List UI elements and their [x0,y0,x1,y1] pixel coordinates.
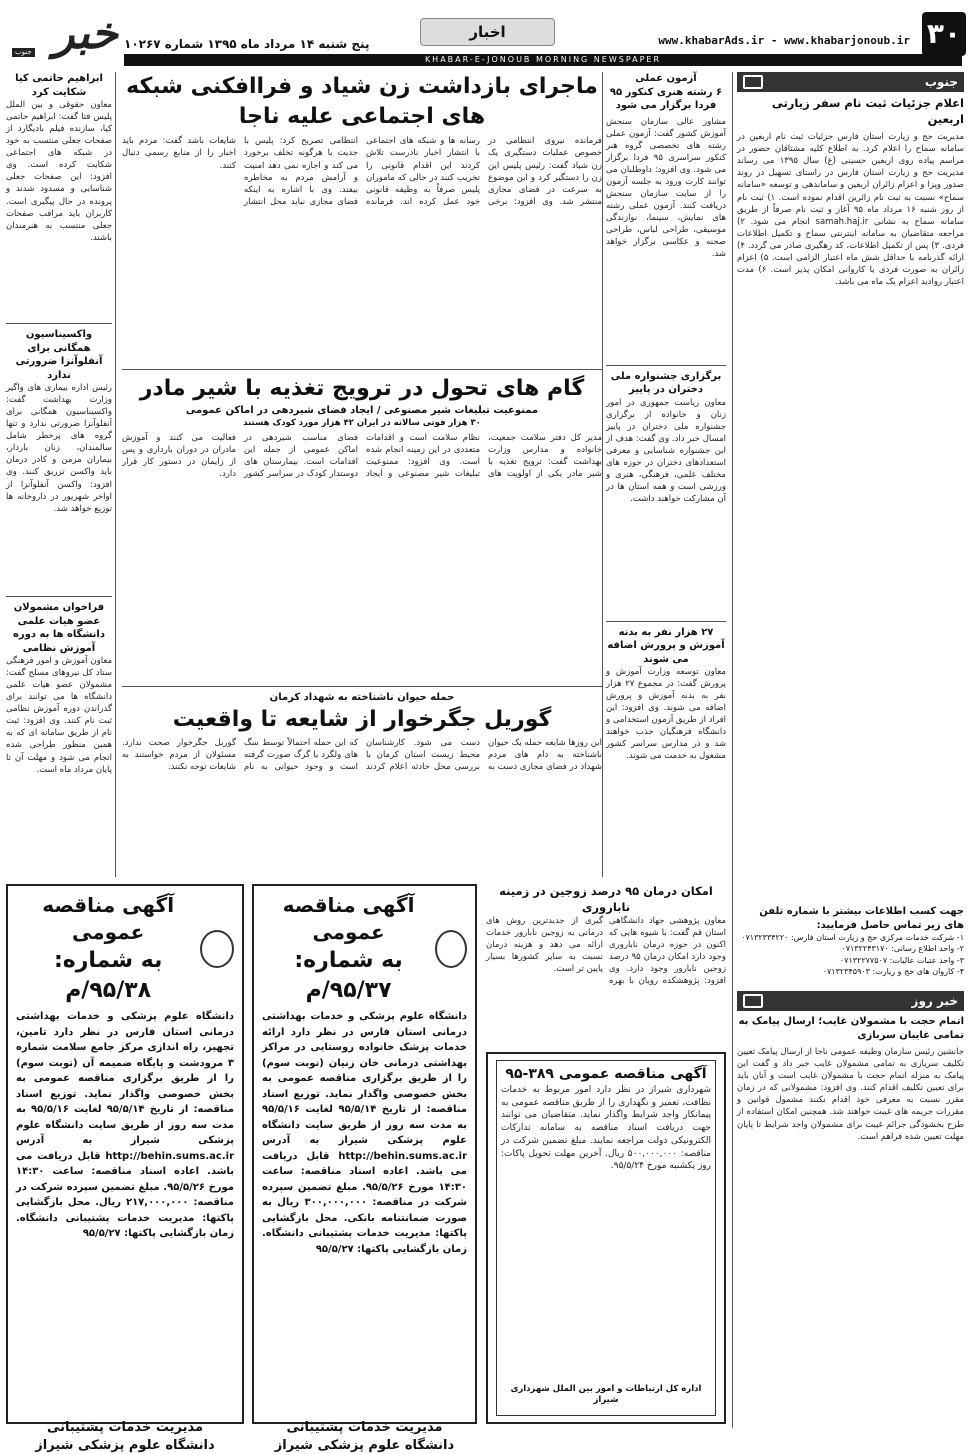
ad-footer-1: مدیریت خدمات پشتیبانی [46,1420,204,1436]
right-column [732,72,964,1428]
phone-line: ۴- کاروان های حج و زیارت: ۰۷۱۳۲۳۴۵۹۰۳ [822,966,964,976]
dateline: پنج شنبه ۱۴ مرداد ماه ۱۳۹۵ شماره ۱۰۲۶۷ [124,37,370,51]
hatamikia-headline: ابراهیم حاتمی کیا شکایت کرد [15,73,103,98]
section-label: اخبار [420,18,555,46]
phone-line: ۲- واحد اطلاع رسانی: ۰۷۱۳۲۲۴۳۱۷۰ [841,944,964,954]
news-column-2 [602,72,726,877]
exam-body: مشاور عالی سازمان سنجش آموزش کشور گفت: آزمون عملی رشته های تخصصی گروه هنر کنکور سراسری ۹۵ فردا برگزار می شود. وی افزود: داوطلبان می توانند کارت ورود به جلسه آزمون را از سایت سازمان سنجش دریافت کنند. آزمون عملی رشته های نمایش، سینما، نوازندگی موسیقی، طراحی لباس، طراحی صحنه و عکاسی برگزار خواهد شد. [606,116,726,260]
gorilla-kicker: حمله حیوان ناشناخته به شهداد کرمان [269,692,455,704]
exam-kicker: آزمون عملی [635,73,697,84]
university-seal-icon [435,930,467,968]
conscription-headline: اتمام حجت با مشمولان غایب؛ ارسال پیامک به تمامی غایبان سربازی [738,1016,964,1041]
ad-number: به شماره: ۹۵/۳۷/م [294,948,403,1003]
newspaper-icon [743,75,763,89]
arbaeen-headline: اعلام جزئیات ثبت نام سفر زیارتی اربعین [771,96,964,126]
left-column [6,72,116,877]
ad-footer-2: دانشگاه علوم پزشکی شیراز [35,1437,215,1453]
festival-headline: برگزاری جشنواره ملی دختران در پاییز [610,370,722,395]
ad-number: به شماره: ۹۵/۳۸/م [53,948,163,1003]
website-urls: www.khabarAds.ir - www.khabarjonoub.ir [658,34,910,47]
ad-body: دانشگاه علوم پزشکی و خدمات بهداشتی درمانی استان فارس در نظر دارد ارائه خدمات پزشک خانواده روستایی در مراکز بهداشتی درمانی خان زنیان (نوبت سوم) را از طریق برگزاری مناقصه عمومی به بخش خصوصی واگذار نماید. توزیع اسناد مناقصه: از تاریخ ۹۵/۵/۱۴ لغایت ۹۵/۵/۱۶ به مدت سه روز از طریق سایت دانشگاه علوم پزشکی شیراز به آدرس http://behin.sums.ac.ir قابل دریافت می باشد. اعاده اسناد مناقصه: ساعت ۱۴:۳۰ مورخ ۹۵/۵/۲۶. مبلغ تضمین سپرده شرکت در مناقصه: ۳۰۰,۰۰۰,۰۰۰ ریال به صورت ضمانتنامه بانکی. محل بازگشایی پاکتها: مدیریت خدمات پشتیبانی دانشگاه. زمان بازگشایی پاکتها: ۹۵/۵/۲۷ [262,1011,467,1255]
box-label: خبر روز [911,993,958,1008]
breastfeeding-kicker: ۳۰ هزار فوتی سالانه در ایران ۴۲ هزار مورد کودک هستند [243,417,481,428]
tender-ad-9538 [6,884,244,1453]
festival-body: معاون ریاست جمهوری در امور زنان و خانواده از برگزاری جشنواره ملی دختران در پاییز امسال خبر داد. وی گفت: هدف از این جشنواره شناسایی و معرفی استعدادهای دختران در حوزه های مختلف علمی، فرهنگی، هنری و ورزشی است و همه استان ها در آن مشارکت خواهند داشت. [606,397,726,504]
newspaper-icon [743,994,763,1008]
hatamikia-body: معاون حقوقی و بین الملل پلیس فتا گفت: ابراهیم حاتمی کیا، سازنده فیلم بادیگارد از صفحات جعلی منتسب به خود در شبکه های اجتماعی شکایت کرده است. وی افزود: این صفحات جعلی شناسایی و مسدود شدند و پرونده در حال پیگیری است. کاربران باید مراقب صفحات جعلی منتسب به هنرمندان باشند. [6,100,112,243]
military-body: معاون آموزش و امور فرهنگی ستاد کل نیروهای مسلح گفت: مشمولان عضو هیات علمی دانشگاه ها می توانند برای گذراندن دوره آموزش نظامی ثبت نام کنند. وی افزود: ثبت نام از طریق سامانه ای که به همین منظور طراحی شده انجام می شود و مهلت آن تا پایان مرداد ماه است. [6,656,112,775]
breastfeeding-subhead: ممنوعیت تبلیغات شیر مصنوعی / ایجاد فضای شیردهی در اماکن عمومی [185,405,539,417]
education-body: معاون توسعه وزارت آموزش و پرورش گفت: در مجموع ۲۷ هزار نفر به بدنه آموزش و پرورش اضافه می شوند. وی افزود: این افراد از طریق آزمون استخدامی و دانشگاه فرهنگیان جذب خواهند شد و در مدارس سراسر کشور مشغول به خدمت می شوند. [606,667,727,762]
ad-footer: اداره کل ارتباطات و امور بین الملل شهرداری شیراز [510,1383,702,1406]
tender-ad-9537 [252,884,477,1453]
main-headline: ماجرای بازداشت زن شیاد و فراافکنی شبکه های اجتماعی علیه ناجا [126,74,598,129]
flu-headline: واکسیناسیون همگانی برای آنفلوآنزا ضرورتی ندارد [15,329,103,381]
phone-line: ۱- شرکت خدمات مرکزی حج و زیارت استان فارس: ۰۷۱۳۲۳۳۴۲۲۰ [741,933,964,943]
logo-subtext: جنوب [12,48,35,57]
main-news-area [122,72,602,877]
university-seal-icon [200,930,234,968]
ad-title: آگهی مناقصه عمومی [42,893,175,944]
flu-body: رئیس اداره بیماری های واگیر وزارت بهداشت گفت: واکسیناسیون همگانی برای آنفلوآنزا ضرورتی ندارد و تنها گروه های پرخطر شامل سالمندان، زنان باردار، بیماران مزمن و کادر درمان باید واکسن تزریق کنند. وی افزود: واکسن آنفلوآنزا از اواخر شهریور در داروخانه ها توزیع خواهد شد. [6,383,112,514]
ad-footer-2: دانشگاه علوم پزشکی شیراز [274,1437,455,1453]
ad-footer-1: مدیریت خدمات پشتیبانی [286,1420,443,1436]
exam-headline: ۶ رشته هنری کنکور ۹۵ فردا برگزار می شود [609,86,723,111]
newspaper-logo [8,4,118,60]
page-number: ۳۰ [922,12,966,56]
fertility-body: معاون پژوهشی جهاد دانشگاهی استان قم گفت: با شیوه هایی که اکنون در حوزه درمان ناباروری وجود دارد امکان درمان ۹۵ درصد زوجین نابارور وجود دارد. وی افزود: پژوهشکده رویان با بهره گیری از جدیدترین روش های درمانی به زوجین نابارور خدمات ارائه می دهد و هزینه درمان نسبت به سایر کشورها بسیار پایین تر است. [486,916,726,987]
box-label: جنوب [924,75,958,89]
fertility-headline: امکان درمان ۹۵ درصد زوجین در زمینه ناباروری [499,884,713,914]
education-headline: ۲۷ هزار نفر به بدنه آموزش و پرورش اضافه می شوند [607,626,725,665]
ad-title: آگهی مناقصه عمومی ۳۸۹-۹۵ [505,1066,707,1082]
conscription-body: جانشین رئیس سازمان وظیفه عمومی ناجا از ارسال پیامک تعیین تکلیف سربازی به تمامی مشمولان غایب خبر داد و گفت این پیامک به منزله اتمام حجت با مشمولان غایب است و آنان باید برای تعیین تکلیف اقدام کنند. وی افزود: مشمولانی که در زمان مقرر نسبت به معرفی خود اقدام نکنند مشمول قوانین و مقررات جریمه های غیبت خواهند شد. همچنین امکان استفاده از طرح بخشودگی جرائم غیبت برای مشمولان واجد شرایط تا پایان مهلت تعیین شده فراهم است. [737,1047,964,1142]
arbaeen-body: مدیریت حج و زیارت استان فارس جزئیات ثبت نام اربعین در سامانه سماح را اعلام کرد. به اطلاع کلیه مشتاقان حضور در مراسم پیاده روی اربعین حسینی (ع) سال ۱۳۹۵ می رساند مدیریت حج و زیارت استان فارس در راستای تسهیل در روند صدور ویزا و اعزام زائران اربعین و ساماندهی و توسعه «سامانه سماح» نسبت به ثبت نام زائرین اقدام نموده است. ۱) ثبت نام از روز شنبه ۱۶ مرداد ماه ۹۵ آغاز و ثبت نام صرفاً از طریق سامانه سماح به نشانی samah.haj.ir انجام می شود. ۲) مراجعه متقاضیان به سامانه اینترنتی سماح و تکمیل اطلاعات فردی. ۳) پس از تکمیل اطلاعات، کد رهگیری صادر می گردد. ۴) ارائه گذرنامه با حداقل شش ماه اعتبار الزامی است. ۵) اعزام زائران به صورت فردی یا کاروانی امکان پذیر است. ۶) مدت اعتبار روادید اعزام یک ماه می باشد. [737,132,965,287]
english-banner: KHABAR-E-JONOUB MORNING NEWSPAPER [124,54,962,66]
gorilla-body: این روزها شایعه حمله یک حیوان ناشناخته به دام های مردم شهداد در فضای مجازی دست به دست می شود. کارشناسان محیط زیست استان کرمان با بررسی محل حادثه اعلام کردند که این حمله احتمالاً توسط سگ های ولگرد یا گرگ صورت گرفته است و وجود حیوانی به نام گوریل جگرخوار صحت ندارد. مسئولان از مردم خواستند به شایعات توجه نکنند. [122,738,602,773]
municipal-tender-ad [486,1052,726,1424]
logo-text: خبر [53,8,118,59]
phones-title: جهت کسب اطلاعات بیشتر با شماره تلفن های زیر تماس حاصل فرمایید: [759,906,964,931]
breastfeeding-headline: گام های تحول در ترویج تغذیه با شیر مادر [139,376,585,402]
ad-body: شهرداری شیراز در نظر دارد امور مربوط به خدمات نظافت، تعمیر و نگهداری را از طریق مناقصه عمومی به پیمانکار واجد شرایط واگذار نماید. متقاضیان می توانند جهت دریافت اسناد مناقصه به سامانه تدارکات الکترونیکی دولت مراجعه نمایند. مبلغ تضمین شرکت در مناقصه: ۵۰۰,۰۰۰,۰۰۰ ریال. آخرین مهلت تحویل پاکات: روز یکشنبه مورخ ۹۵/۵/۲۴. [501,1084,711,1172]
masthead [0,0,970,70]
ad-body: دانشگاه علوم پزشکی و خدمات بهداشتی درمانی استان فارس در نظر دارد تامین، تجهیز، راه اندازی مرکز جامع سلامت شماره ۳ مرودشت و پایگاه ضمیمه آن (نوبت سوم) را از طریق برگزاری مناقصه عمومی به بخش خصوصی واگذار نماید. توزیع اسناد مناقصه: از تاریخ ۹۵/۵/۱۴ لغایت ۹۵/۵/۱۶ به مدت سه روز از طریق سایت دانشگاه علوم پزشکی شیراز به آدرس http://behin.sums.ac.ir قابل دریافت می باشد. اعاده اسناد مناقصه: ساعت ۱۴:۳۰ مورخ ۹۵/۵/۲۶. مبلغ تضمین سپرده شرکت در مناقصه: ۲۱۷,۰۰۰,۰۰۰ ریال. محل بازگشایی پاکتها: مدیریت خدمات پشتیبانی دانشگاه. زمان بازگشایی پاکتها: ۹۵/۵/۲۷ [16,1011,235,1240]
fertility-article [486,884,726,1049]
ad-title: آگهی مناقصه عمومی [282,893,415,944]
gorilla-headline: گوریل جگرخوار از شایعه تا واقعیت [172,706,552,732]
breastfeeding-body: مدیر کل دفتر سلامت جمعیت، خانواده و مدارس وزارت بهداشت گفت: ترویج تغذیه با شیر مادر یکی از اولویت های نظام سلامت است و اقدامات متعددی در این زمینه انجام شده است. وی افزود: ممنوعیت تبلیغات شیر مصنوعی و ایجاد فضای مناسب شیردهی در اماکن عمومی از جمله این اقدامات است. بیمارستان های دوستدار کودک در سراسر کشور فعالیت می کنند و آموزش مادران در دوران بارداری و پس از زایمان در دستور کار قرار دارد. [122,433,602,480]
main-body: فرمانده نیروی انتظامی در خصوص عملیات دستگیری یک زن شیاد گفت: رئیس پلیس این زن را دستگیر کرد و این موضوع به سرعت در فضای مجازی منتشر شد. وی افزود: برخی رسانه ها و شبکه های اجتماعی با انتشار اخبار نادرست تلاش کردند این اقدام قانونی را تخریب کنند در حالی که ماموران پلیس صرفاً به وظیفه قانونی خود عمل کرده اند. فرمانده انتظامی تصریح کرد: پلیس با جدیت با هرگونه تخلف برخورد می کند و اجازه نمی دهد امنیت و آرامش مردم به مخاطره بیفتد. وی با اشاره به اینکه فضای مجازی نباید محل انتشار شایعات باشد گفت: مردم باید اخبار را از منابع رسمی دنبال کنند. [122,136,602,207]
military-headline: فراخوان مشمولان عضو هیات علمی دانشگاه ها به دوره آموزش نظامی [13,602,105,654]
phone-line: ۳- واحد عتبات عالیات: ۰۷۱۳۲۲۷۷۵۰۷ [839,955,964,965]
khabar-rooz-header [737,991,964,1011]
jonoub-box-header [737,72,964,92]
